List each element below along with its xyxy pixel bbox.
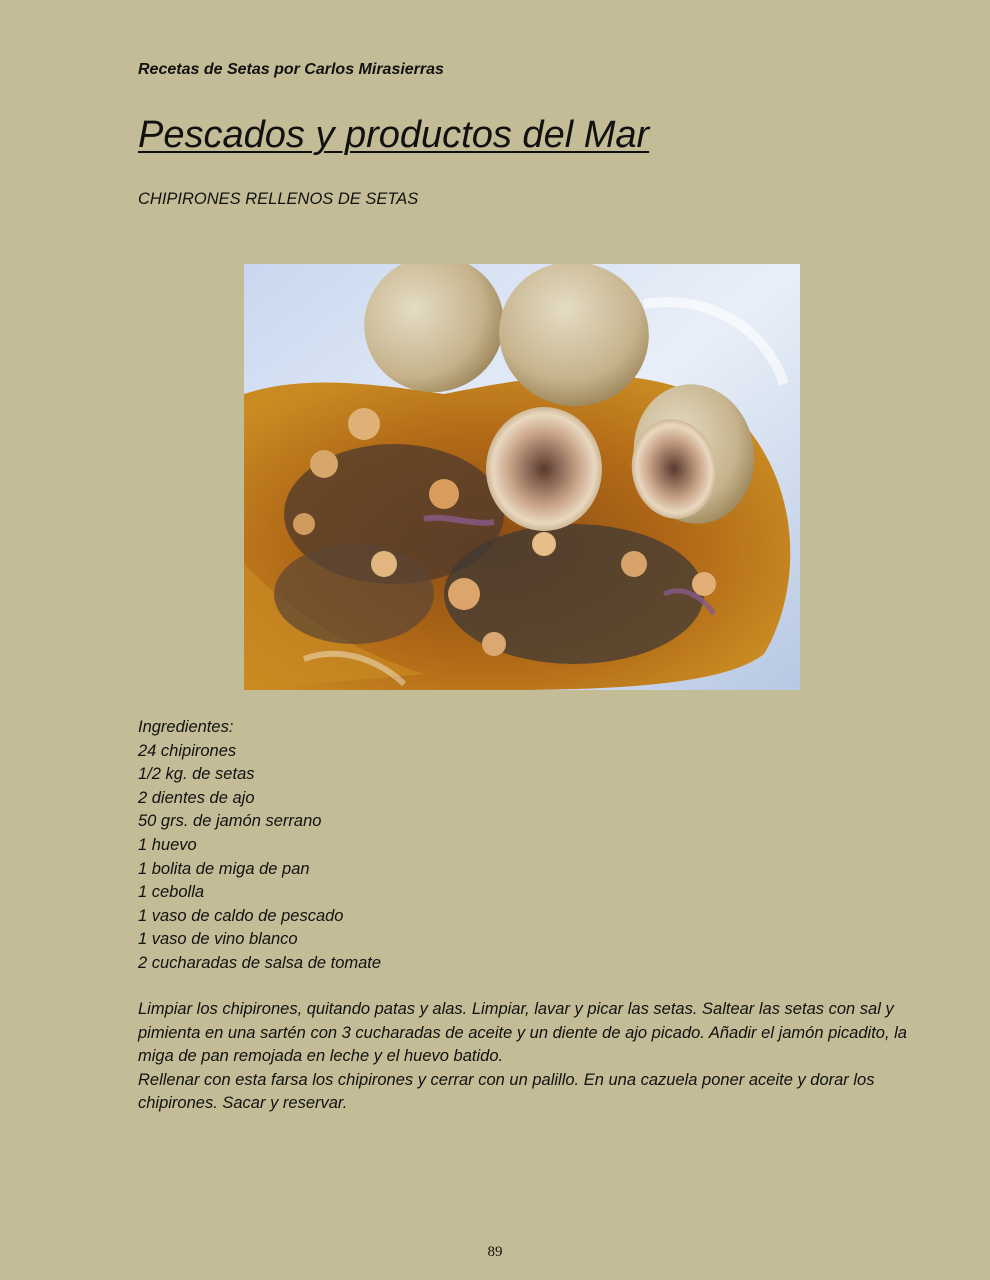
ingredient-item: 1 bolita de miga de pan xyxy=(138,859,310,878)
ingredient-item: 24 chipirones xyxy=(138,741,237,760)
ingredient-item: 1 huevo xyxy=(138,835,197,854)
ingredient-item: 1 vaso de vino blanco xyxy=(138,930,298,949)
ingredient-item: 2 cucharadas de salsa de tomate xyxy=(138,953,382,972)
page-number: 89 xyxy=(487,1244,503,1260)
instruction-paragraph: Rellenar con esta farsa los chipirones y cerrar con un palillo. En una cazuela poner aceite y dorar los chipirones. Sacar y reservar. xyxy=(138,1070,875,1113)
ingredients-heading: Ingredientes: xyxy=(138,718,234,736)
section-title: Pescados y productos del Mar xyxy=(138,114,650,156)
ingredient-item: 1 vaso de caldo de pescado xyxy=(138,906,344,925)
ingredient-item: 2 dientes de ajo xyxy=(138,788,255,807)
recipe-photo xyxy=(244,264,800,690)
instruction-paragraph: Limpiar los chipirones, quitando patas y alas. Limpiar, lavar y picar las setas. Saltear las setas con sal y pimienta en una sartén con 3 cucharadas de aceite y un diente de ajo picado. Añadir el jamón picadito, la miga de pan remojada en leche y el huevo batido. xyxy=(138,1000,907,1066)
ingredients-list xyxy=(138,716,381,976)
instructions xyxy=(138,998,918,1116)
ingredient-item: 50 grs. de jamón serrano xyxy=(138,812,322,831)
book-header: Recetas de Setas por Carlos Mirasierras xyxy=(138,61,444,78)
ingredient-item: 1 cebolla xyxy=(138,883,205,902)
recipe-title: CHIPIRONES RELLENOS DE SETAS xyxy=(138,190,419,208)
ingredient-item: 1/2 kg. de setas xyxy=(138,765,255,784)
